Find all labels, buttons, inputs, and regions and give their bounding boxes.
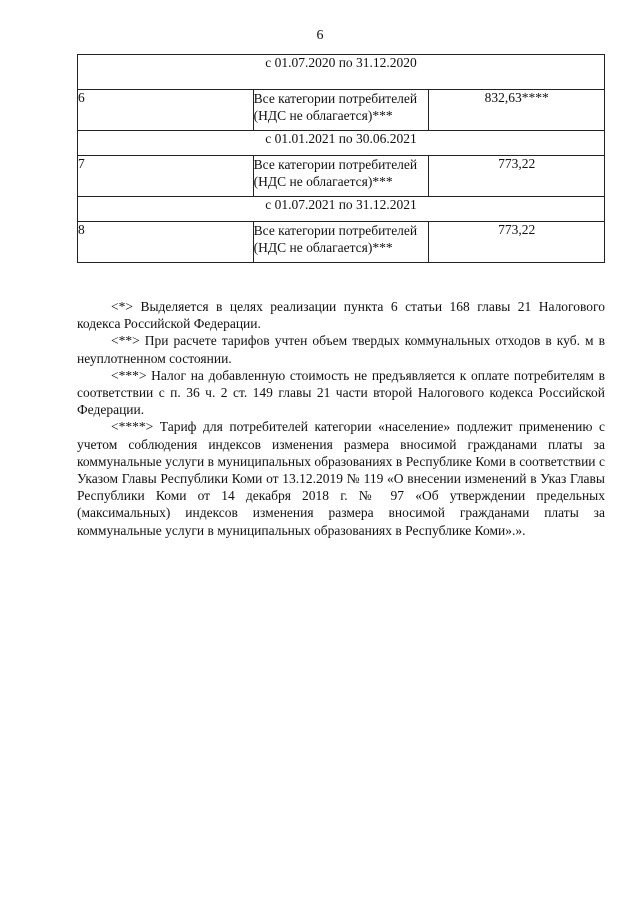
table-row [78,156,605,197]
footnote-vat-purpose: <*> Выделяется в целях реализации пункта 6 статьи 168 главы 21 Налогового кодекса Российской Федерации. [77,299,605,332]
period-label: с 01.07.2020 по 31.12.2020 [78,55,605,90]
row-number: 7 [78,156,254,197]
tariff-value: 773,22 [429,156,605,197]
category-cell [253,222,429,263]
period-row [78,55,605,90]
category-text: Все категории потребителей [253,223,418,238]
vat-note: (НДС не облагается)*** [253,108,393,123]
row-number: 8 [78,222,254,263]
category-cell [253,156,429,197]
footnotes [77,298,605,539]
category-cell [253,90,429,131]
period-row [78,131,605,156]
vat-note: (НДС не облагается)*** [253,240,393,255]
category-text: Все категории потребителей [253,91,418,106]
period-label: с 01.07.2021 по 31.12.2021 [78,197,605,222]
period-row [78,197,605,222]
vat-note: (НДС не облагается)*** [253,174,393,189]
footnote-vat-exempt: <***> Налог на добавленную стоимость не предъявляется к оплате потребителям в соответствии с п. 36 ч. 2 ст. 149 главы 21 части второй Налогового кодекса Российской Федерации. [77,367,605,418]
footnote-population-tariff: <****> Тариф для потребителей категории «население» подлежит применению с учетом соблюдения индексов изменения размера вносимой гражданами платы за коммунальные услуги в муниципальных образованиях в Республике Коми в соответствии с Указом Главы Республики Коми от 13.12.2019 № 119 «О внесении изменений в Указ Главы Республики Коми от 14 декабря 2018 г. № 97 «Об утверждении предельных (максимальных) индексов изменения размера вносимой гражданами платы за коммунальные услуги в муниципальных образованиях в Республике Коми».». [77,419,605,538]
table-row [78,222,605,263]
tariff-value: 773,22 [429,222,605,263]
category-text: Все категории потребителей [253,157,418,172]
tariff-table [77,54,605,263]
table-row [78,90,605,131]
tariff-value: 832,63**** [429,90,605,131]
period-label: с 01.01.2021 по 30.06.2021 [78,131,605,156]
page-number: 6 [316,28,324,43]
footnote-volume: <**> При расчете тарифов учтен объем твердых коммунальных отходов в куб. м в неуплотненном состоянии. [77,333,605,366]
row-number: 6 [78,90,254,131]
